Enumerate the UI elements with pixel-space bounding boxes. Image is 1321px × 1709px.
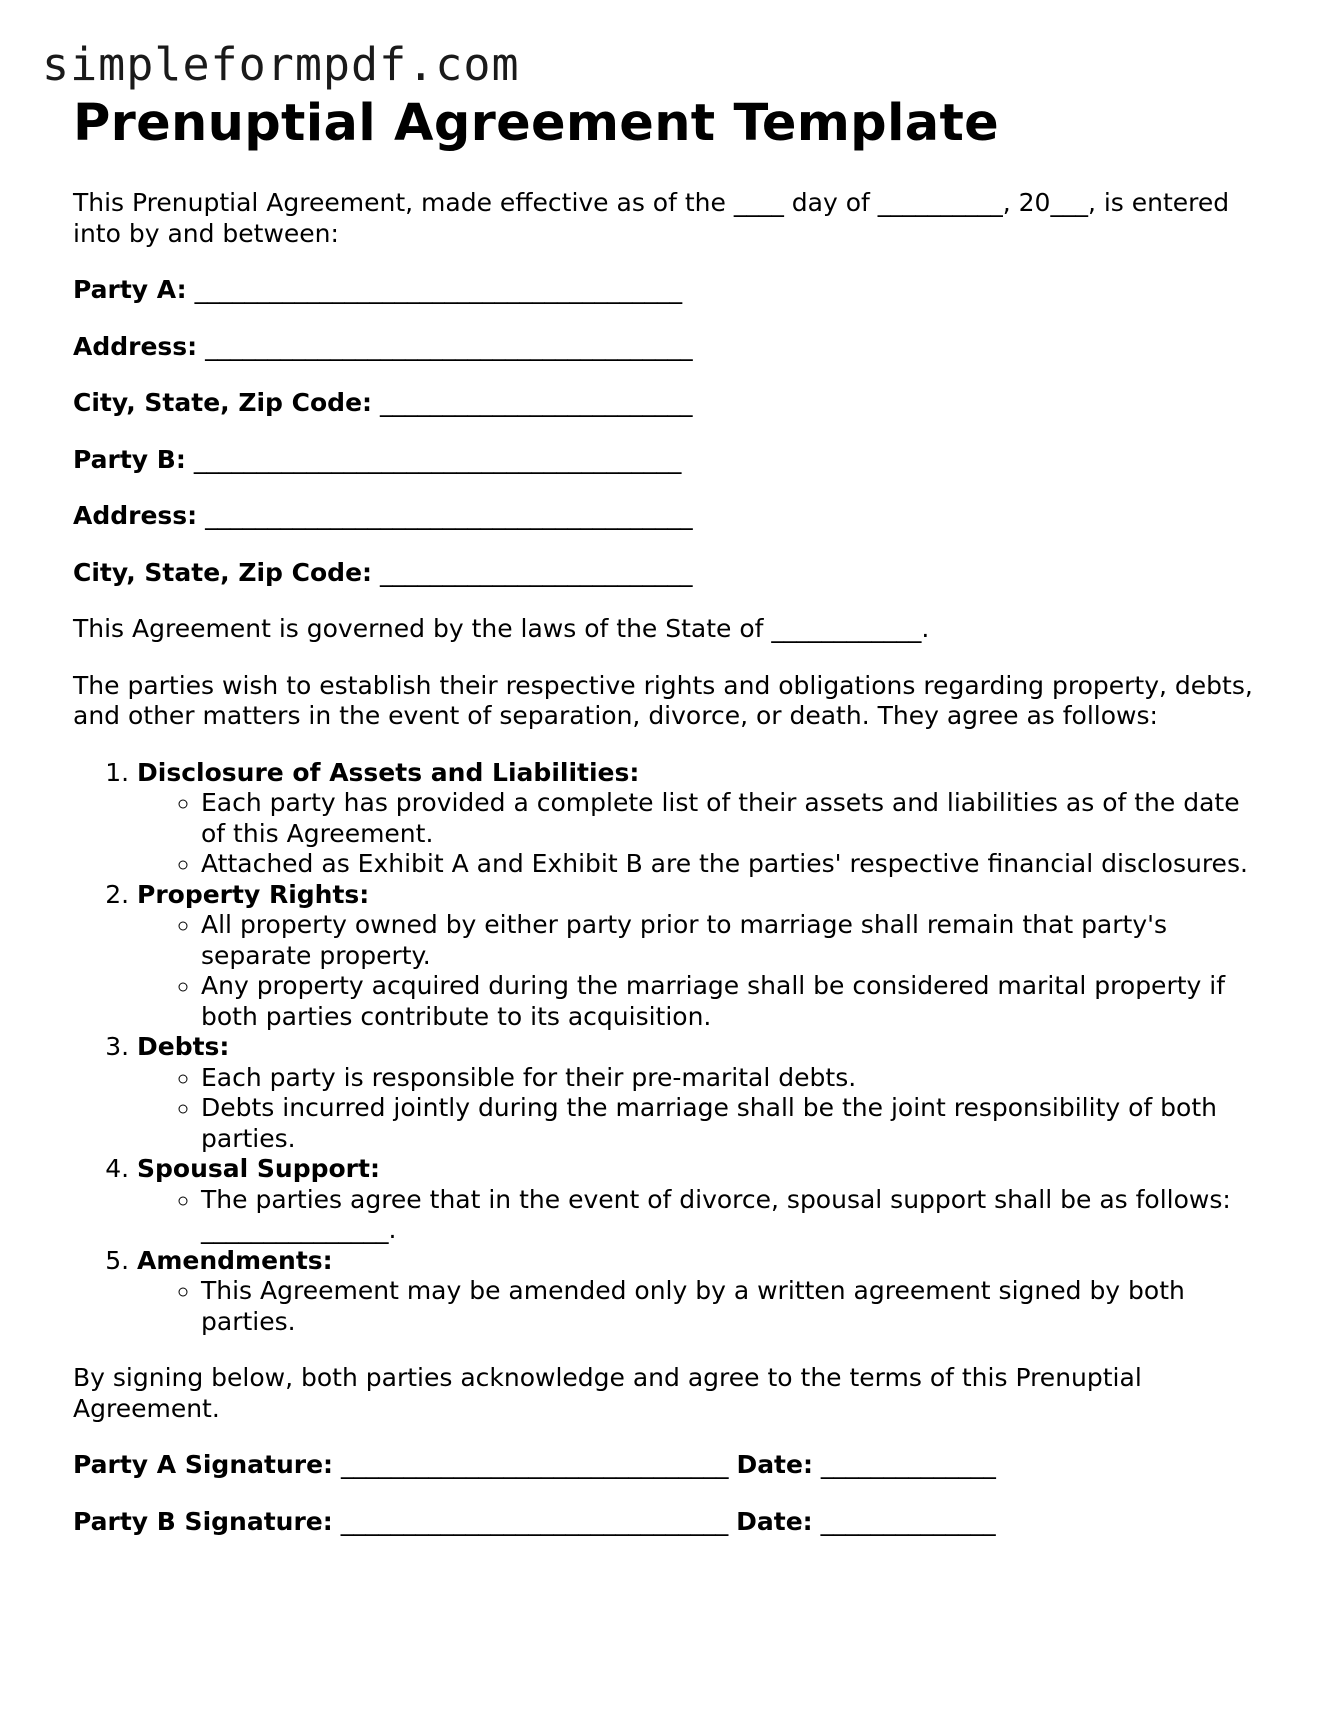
- field-label: Address:: [73, 501, 198, 530]
- list-item: ◦ Any property acquired during the marriage shall be considered marital property if both parties contribute to its acquisition.: [201, 971, 1253, 1032]
- signature-blank: _______________________________: [340, 1506, 729, 1536]
- section-spousal-support: [137, 1154, 1253, 1246]
- party-a-field[interactable]: [73, 275, 1253, 306]
- terms-list: [73, 758, 1253, 1338]
- list-item: ◦ Each party has provided a complete list of their assets and liabilities as of the date of this Agreement.: [201, 788, 1253, 849]
- field-blank: _______________________________________: [194, 275, 683, 304]
- section-property-rights: [137, 880, 1253, 1033]
- intro-paragraph: This Prenuptial Agreement, made effective as of the ____ day of __________, 20___, is entered into by and between:: [73, 188, 1230, 248]
- date-label: Date:: [736, 1506, 813, 1536]
- section-debts: [137, 1032, 1253, 1154]
- party-a-signature-line[interactable]: [73, 1450, 1253, 1481]
- list-item: ◦ Each party is responsible for their pre-marital debts.: [201, 1063, 1253, 1094]
- list-item: ◦ Attached as Exhibit A and Exhibit B are the parties' respective financial disclosures.: [201, 849, 1253, 880]
- field-blank: _________________________: [379, 388, 693, 417]
- governing-law-paragraph: This Agreement is governed by the laws of the State of ____________.: [73, 614, 930, 643]
- signature-blank: _______________________________: [340, 1450, 729, 1479]
- section-amendments: [137, 1246, 1253, 1338]
- list-item: ◦ Debts incurred jointly during the marriage shall be the joint responsibility of both parties.: [201, 1093, 1253, 1154]
- field-label: Party B:: [73, 444, 186, 474]
- section-items: [137, 910, 1253, 1032]
- field-blank: _______________________________________: [205, 501, 693, 530]
- section-disclosure: [137, 758, 1253, 880]
- date-label: Date:: [736, 1450, 813, 1479]
- field-label: City, State, Zip Code:: [73, 557, 373, 587]
- party-a-city-state-zip-field[interactable]: [73, 388, 1253, 419]
- section-items: [137, 788, 1253, 880]
- list-item: ◦ This Agreement may be amended only by a written agreement signed by both parties.: [201, 1276, 1253, 1337]
- section-items: [137, 1063, 1253, 1155]
- document-page: [73, 92, 1253, 1537]
- acknowledgement-paragraph: By signing below, both parties acknowledge and agree to the terms of this Prenuptial Agreement.: [73, 1363, 1142, 1423]
- section-heading: Property Rights:: [137, 879, 370, 909]
- field-label: Party A:: [73, 275, 187, 304]
- signature-label: Party A Signature:: [73, 1450, 334, 1479]
- section-items: [137, 1185, 1253, 1246]
- signature-label: Party B Signature:: [73, 1506, 333, 1536]
- section-heading: Spousal Support:: [137, 1154, 380, 1183]
- list-item: ◦ All property owned by either party prior to marriage shall remain that party's separate property.: [201, 910, 1253, 971]
- field-blank: _________________________: [379, 557, 693, 587]
- list-item: ◦ The parties agree that in the event of divorce, spousal support shall be as follows: _______________.: [201, 1185, 1253, 1246]
- purpose-paragraph: The parties wish to establish their respective rights and obligations regarding property, debts, and other matters in the event of separation, divorce, or death. They agree as follows:: [73, 670, 1253, 730]
- party-b-address-field[interactable]: [73, 501, 1253, 532]
- document-title: Prenuptial Agreement Template: [73, 94, 1000, 153]
- watermark-text: simpleformpdf.com: [42, 38, 520, 91]
- section-heading: Debts:: [137, 1032, 230, 1061]
- date-blank: ______________: [820, 1450, 996, 1479]
- field-label: Address:: [73, 331, 198, 361]
- field-label: City, State, Zip Code:: [73, 388, 373, 417]
- party-b-signature-line[interactable]: [73, 1507, 1253, 1538]
- party-b-city-state-zip-field[interactable]: [73, 558, 1253, 589]
- section-items: [137, 1276, 1253, 1337]
- section-heading: Disclosure of Assets and Liabilities:: [137, 757, 640, 787]
- field-blank: _______________________________________: [193, 444, 682, 474]
- party-b-field[interactable]: [73, 445, 1253, 476]
- section-heading: Amendments:: [137, 1245, 333, 1275]
- party-a-address-field[interactable]: [73, 332, 1253, 363]
- field-blank: _______________________________________: [205, 331, 693, 361]
- date-blank: ______________: [820, 1506, 996, 1536]
